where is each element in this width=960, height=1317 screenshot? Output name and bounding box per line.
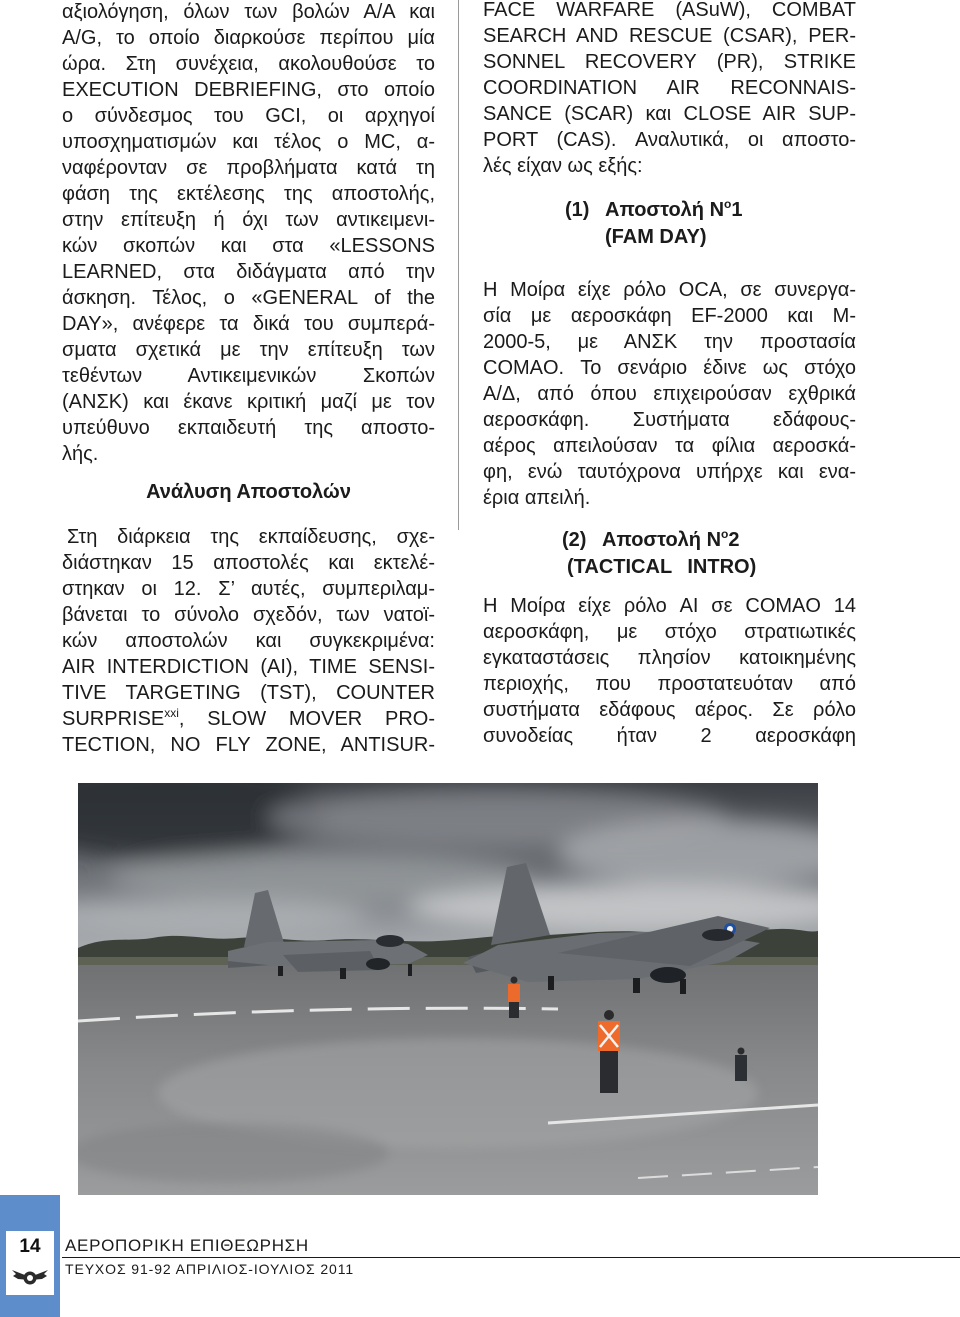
mission-2-heading — [562, 527, 740, 553]
crew-member — [598, 1010, 620, 1093]
text-line: τεθέντων Αντικειμενικών Σκοπών — [62, 365, 435, 387]
text-line: (ΑΝΣΚ) και έκανε κριτική μαζί με τον — [62, 391, 435, 413]
crew-head — [511, 977, 518, 984]
text-line: άσκηση. Τέλος, ο «GENERAL of the — [62, 287, 435, 309]
text-line: COMAO. Το σενάριο έδινε ως στόχο — [483, 357, 856, 379]
text-line: αεροσκάφη. Συστήματα εδάφους- — [483, 409, 856, 431]
text-line: υποσχηματισμών και τέλος ο MC, α- — [62, 131, 435, 153]
mission-number: (1) — [565, 199, 590, 221]
mission-number: (2) — [562, 529, 587, 551]
footnote-marker: xxi — [164, 706, 179, 720]
text-line: Στη διάρκεια της εκπαίδευσης, σχε- — [67, 526, 435, 548]
jet-intake — [366, 958, 390, 970]
text-line: Α/G, το οποίο διαρκούσε περίπου μία — [62, 27, 435, 49]
text-line: COORDINATION AIR RECONNAIS- — [483, 77, 856, 99]
magazine-title: ΑΕΡΟΠΟΡΙΚΗ ΕΠΙΘΕΩΡΗΣΗ — [65, 1236, 309, 1255]
crew-head — [604, 1010, 614, 1020]
text-line: διάστηκαν 15 αποστολές και εκτελέ- — [62, 552, 435, 574]
text-line: κών σκοπών και στα «LESSONS — [62, 235, 435, 257]
mission-title: Αποστολή Ν — [602, 529, 722, 551]
text-line: SONNEL RECOVERY (PR), STRIKE — [483, 51, 856, 73]
text-line: κών αποστολών και συγκεκριμένα: — [62, 630, 435, 652]
left-paragraph-2 — [62, 524, 435, 758]
section-heading: Ανάλυση Αποστολών — [146, 481, 351, 503]
crew-legs — [509, 1002, 519, 1018]
text-line: συνοδείας ήταν 2 αεροσκάφη — [483, 725, 856, 747]
text-fragment: SURPRISE — [62, 708, 165, 730]
mission-title: Αποστολή Ν — [605, 199, 725, 221]
crew-head — [738, 1048, 745, 1055]
column-divider — [458, 0, 459, 530]
right-paragraph-1 — [483, 0, 856, 179]
text-line: TIVE TARGETING (TST), COUNTER — [62, 682, 435, 704]
text-line: εγκαταστάσεις πλησίον κατοικημένης — [483, 647, 856, 669]
text-line: βάνεται το σύνολο σχεδόν, των νατοϊ- — [62, 604, 435, 626]
text-line: σματα σχετικά με την επίτευξη των — [62, 339, 435, 361]
mission-2-subtitle: (TACTICAL INTRO) — [567, 556, 757, 578]
crew-body — [735, 1055, 747, 1081]
clouds — [78, 783, 818, 936]
text-line: συστήματα εδάφους αέρος. Σε ρόλο — [483, 699, 856, 721]
jet-wheel — [278, 966, 283, 976]
text-line: ναφέρονταν σε προβλήματα κατά τη — [62, 157, 435, 179]
text-line: DAY», ανέφερε τα δικά του συμπερά- — [62, 313, 435, 335]
mission-1-heading — [565, 197, 743, 223]
magazine-emblem — [10, 1264, 50, 1290]
text-line: Α/Δ, από όπου επιχειρούσαν εχθρικά — [483, 383, 856, 405]
right-paragraph-3 — [483, 593, 856, 749]
ordinal-marker: ο — [724, 197, 732, 211]
mission-title-number: 2 — [728, 529, 740, 551]
text-line: Η Μοίρα είχε ρόλο OCA, σε συνεργα- — [483, 279, 856, 301]
text-line: σία με αεροσκάφη EF-2000 και M- — [483, 305, 856, 327]
mission-1-subtitle: (FAM DAY) — [605, 226, 707, 248]
footer-rule — [62, 1257, 960, 1258]
runway-photo — [78, 783, 818, 1195]
text-line: FACE WARFARE (ASuW), COMBAT — [483, 0, 856, 21]
text-line: περιοχής, που προστατευόταν από — [483, 673, 856, 695]
jet-canopy — [702, 929, 734, 941]
text-line-with-footnote — [62, 706, 435, 732]
issue-info: ΤΕΥΧΟΣ 91-92 ΑΠΡΙΛΙΟΣ-ΙΟΥΛΙΟΣ 2011 — [65, 1261, 355, 1277]
jet-wheel — [408, 964, 412, 976]
text-line: ώρα. Στη συνέχεια, ακολουθούσε το — [62, 53, 435, 75]
text-line: EXECUTION DEBRIEFING, στο οποίο — [62, 79, 435, 101]
mission-title-number: 1 — [731, 199, 743, 221]
text-line: LEARNED, στα διδάγματα από την — [62, 261, 435, 283]
text-line: αξιολόγηση, όλων των βολών Α/Α και — [62, 1, 435, 23]
text-line: AIR INTERDICTION (AI), TIME SENSI- — [62, 656, 435, 678]
text-line: αέρος απειλούσαν τα φίλια αεροσκά- — [483, 435, 856, 457]
text-line: στηκαν οι 12. Σ’ αυτές, συμπεριλαμ- — [62, 578, 435, 600]
page-number: 14 — [19, 1236, 41, 1257]
right-column — [483, 0, 856, 780]
text-line: λές είχαν ως εξής: — [483, 155, 643, 177]
text-line: SEARCH AND RESCUE (CSAR), PER- — [483, 25, 856, 47]
text-line: στην επίτευξη ή όχι των αντικειμενι- — [62, 209, 435, 231]
text-line: ο σύνδεσμος του GCI, οι αρχηγοί — [62, 105, 435, 127]
text-line: λής. — [62, 443, 99, 465]
left-paragraph-1 — [62, 0, 435, 467]
jet-wheel — [633, 978, 640, 993]
crew-legs — [600, 1051, 618, 1093]
text-line: PORT (CAS). Αναλυτικά, οι αποστο- — [483, 129, 856, 151]
text-line: υπεύθυνο εκπαιδευτή της αποστο- — [62, 417, 435, 439]
right-paragraph-2 — [483, 277, 856, 511]
ordinal-marker: ο — [721, 527, 729, 541]
emblem-center — [27, 1275, 33, 1281]
left-column — [62, 0, 435, 780]
tarmac-patch — [78, 1123, 388, 1183]
jet-wheel — [340, 968, 346, 979]
text-line: αεροσκάφη, με στόχο στρατιωτικές — [483, 621, 856, 643]
crew-vest — [508, 984, 520, 1002]
text-line: Η Μοίρα είχε ρόλο AI σε COMAO 14 — [483, 595, 856, 617]
text-line: SANCE (SCAR) και CLOSE AIR SUP- — [483, 103, 856, 125]
text-line: TECTION, NO FLY ZONE, ANTISUR- — [62, 734, 435, 756]
jet-wheel — [680, 979, 686, 994]
text-fragment: , SLOW MOVER PRO- — [178, 708, 435, 730]
text-line: 2000-5, με ΑΝΣΚ την προστασία — [483, 331, 856, 353]
text-line: φη, ενώ ταυτόχρονα υπήρχε και ενα- — [483, 461, 856, 483]
jet-wheel — [548, 976, 554, 990]
jet-canopy — [376, 935, 404, 947]
text-line: φάση της εκτέλεσης της αποστολής, — [62, 183, 435, 205]
text-line: έρια απειλή. — [483, 487, 591, 509]
